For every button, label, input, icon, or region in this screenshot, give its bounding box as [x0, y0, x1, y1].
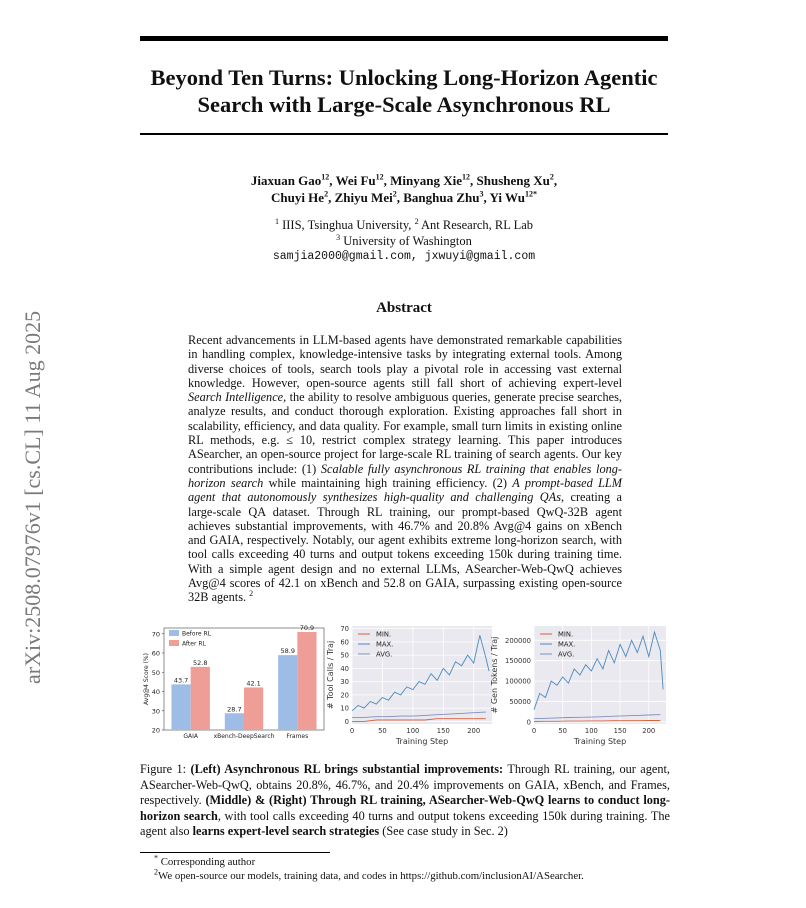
y-tick-label: 150000 [505, 657, 531, 666]
x-tick-label: 50 [378, 727, 387, 735]
title-line-2: Search with Large-Scale Asynchronous RL [197, 92, 611, 117]
y-tick-label: 40 [151, 688, 160, 697]
x-tick-label: xBench-DeepSearch [213, 733, 275, 740]
legend-label: MAX. [558, 640, 576, 649]
y-tick-label: 50 [340, 651, 349, 660]
x-tick-label: Frames [286, 733, 309, 740]
x-tick-label: GAIA [183, 733, 198, 740]
bar-value-label: 52.8 [193, 658, 208, 667]
x-tick-label: 50 [558, 727, 568, 735]
y-tick-label: 50 [151, 668, 160, 677]
authors-line-1: Jiaxuan Gao$^{12}$, Wei Fu$^{12}$, Minyang Xie$^{12}$, Shusheng Xu$^2$, [250, 172, 558, 188]
y-axis-label: # Gen Tokens / Traj [490, 636, 499, 714]
line-chart-gen-tokens [488, 620, 670, 750]
figure-caption: Figure 1: (Left) Asynchronous RL brings substantial improvements: Through RL training, our agent, ASearcher-Web-QwQ, obtains 20.8%, 46.7%, and 20.4% improvements on GAIA, xBench, and Frames, respectively. (Middle) & (Right) Through RL training, ASearcher-Web-QwQ learns to conduct long-horizon search, with tool calls exceeding 40 turns and output tokens exceeding 150k during training. The agent also learns expert-level search strategies (See case study in Sec. 2) [140, 762, 671, 838]
legend-swatch [169, 630, 179, 636]
bar-value-label: 28.7 [227, 705, 242, 714]
author-name: Jiaxuan Gao [250, 173, 322, 188]
arxiv-identifier: arXiv:2508.07976v1 [cs.CL] 11 Aug 2025 [20, 310, 45, 684]
y-tick-label: 200000 [505, 636, 531, 645]
bar-value-label: 58.9 [280, 647, 295, 656]
y-tick-label: 30 [340, 678, 349, 687]
bar [244, 687, 263, 730]
y-axis-label: Avg@4 Score (%) [143, 653, 150, 705]
x-tick-label: 100 [584, 727, 598, 735]
author-name: Shusheng Xu [476, 173, 550, 188]
y-tick-label: 100000 [505, 677, 531, 686]
author-name: Minyang Xie [390, 173, 463, 188]
y-tick-label: 0 [526, 718, 531, 727]
bar-value-label: 43.7 [173, 676, 189, 685]
arxiv-side-stamp [8, 222, 48, 692]
x-tick-label: 100 [406, 727, 420, 735]
author-emails: samjia2000@gmail.com, jxwuyi@gmail.com [272, 250, 536, 263]
y-tick-label: 60 [340, 638, 349, 647]
y-tick-label: 20 [340, 691, 349, 700]
y-tick-label: 20 [151, 726, 160, 735]
title-bottom-rule [140, 133, 668, 135]
author-name: Yi Wu [489, 190, 526, 205]
author-name: Banghua Zhu [403, 190, 480, 205]
x-tick-label: 150 [436, 727, 450, 735]
footnote-corresponding: * Corresponding author [154, 853, 256, 868]
affiliations-line-2: $^3$ University of Washington [336, 232, 472, 248]
y-tick-label: 50000 [509, 698, 531, 707]
authors-line-2: Chuyi He$^2$, Zhiyu Mei$^2$, Banghua Zhu$^3$, Yi $Wu^{12*}$ [270, 189, 538, 205]
bar [225, 713, 244, 730]
legend-label: After RL [182, 640, 206, 648]
bar-chart-scores [140, 620, 332, 745]
abstract-heading: Abstract [376, 300, 432, 316]
x-tick-label: 150 [613, 727, 627, 735]
footnote-rule [140, 852, 330, 853]
plot-background [534, 626, 666, 724]
legend-label: MAX. [376, 640, 394, 649]
y-tick-label: 10 [340, 704, 349, 713]
line-chart-tool-calls [324, 620, 496, 750]
y-axis-label: # Tool Calls / Traj [326, 640, 335, 710]
x-axis-label: Training Step [573, 737, 627, 746]
x-axis-label: Training Step [395, 737, 449, 746]
bar [297, 632, 316, 730]
plot-background [352, 626, 492, 724]
bar [278, 655, 297, 730]
legend-label: MIN. [558, 630, 574, 639]
author-name: Chuyi He [270, 190, 325, 205]
bar-value-label: 42.1 [246, 679, 261, 688]
x-tick-label: 0 [531, 727, 537, 735]
legend-label: Before RL [182, 630, 212, 638]
abstract-body: Recent advancements in LLM-based agents have demonstrated remarkable capabilities in handling complex, knowledge-intensive tasks by integrating external tools. Among diverse choices of tools, search tools play a pivotal role in accessing vast external knowledge. However, open-source agents still fall short of achieving expert-level Search Intelligence, the ability to resolve ambiguous queries, generate precise searches, analyze results, and conduct thorough exploration. Existing approaches fall short in scalability, efficiency, and data quality. For example, small turn limits in existing online RL methods, e.g. ≤ 10, restrict complex strategy learning. This paper introduces ASearcher, an open-source project for large-scale RL training of search agents. Our key contributions include: (1) Scalable fully asynchronous RL training that enables long-horizon search while maintaining high training efficiency. (2) A prompt-based LLM agent that autonomously synthesizes high-quality and challenging QAs, creating a large-scale QA dataset. Through RL training, our prompt-based QwQ-32B agent achieves substantial improvements, with 46.7% and 20.8% Avg@4 gains on xBench and GAIA, respectively. Notably, our agent exhibits extreme long-horizon search, with tool calls exceeding 40 turns and output tokens exceeding 150k during training time. With a simple agent design and no external LLMs, ASearcher-Web-QwQ achieves Avg@4 scores of 42.1 on xBench and 52.8 on GAIA, surpassing existing open-source 32B agents. $^2$ [188, 333, 623, 605]
x-tick-label: 200 [467, 727, 481, 735]
y-tick-label: 0 [344, 717, 349, 726]
x-tick-label: 200 [642, 727, 656, 735]
y-tick-label: 40 [340, 664, 349, 673]
footnote-open-source: $^2$We open-source our models, training data, and codes in https://github.com/inclusionAI/ASearcher. [154, 867, 584, 882]
legend-swatch [169, 640, 179, 646]
title-top-rule [140, 36, 668, 41]
author-name: Wei Fu [335, 173, 376, 188]
y-tick-label: 70 [151, 630, 160, 639]
y-tick-label: 60 [151, 649, 160, 658]
legend-label: AVG. [376, 650, 393, 659]
x-tick-label: 0 [349, 727, 355, 735]
legend-label: MIN. [376, 630, 392, 639]
paper-title [140, 64, 668, 118]
title-line-1: Beyond Ten Turns: Unlocking Long-Horizon Agentic [150, 65, 658, 90]
bar [191, 667, 210, 730]
bar-value-label: 70.9 [299, 624, 315, 633]
y-tick-label: 70 [340, 625, 349, 634]
y-tick-label: 30 [151, 707, 160, 716]
bar [171, 684, 190, 730]
author-name: Zhiyu Mei [334, 190, 393, 205]
legend-label: AVG. [558, 650, 575, 659]
affiliations-line-1: $^1$ IIIS, Tsinghua University, $^2$ Ant Research, RL Lab [274, 216, 533, 232]
